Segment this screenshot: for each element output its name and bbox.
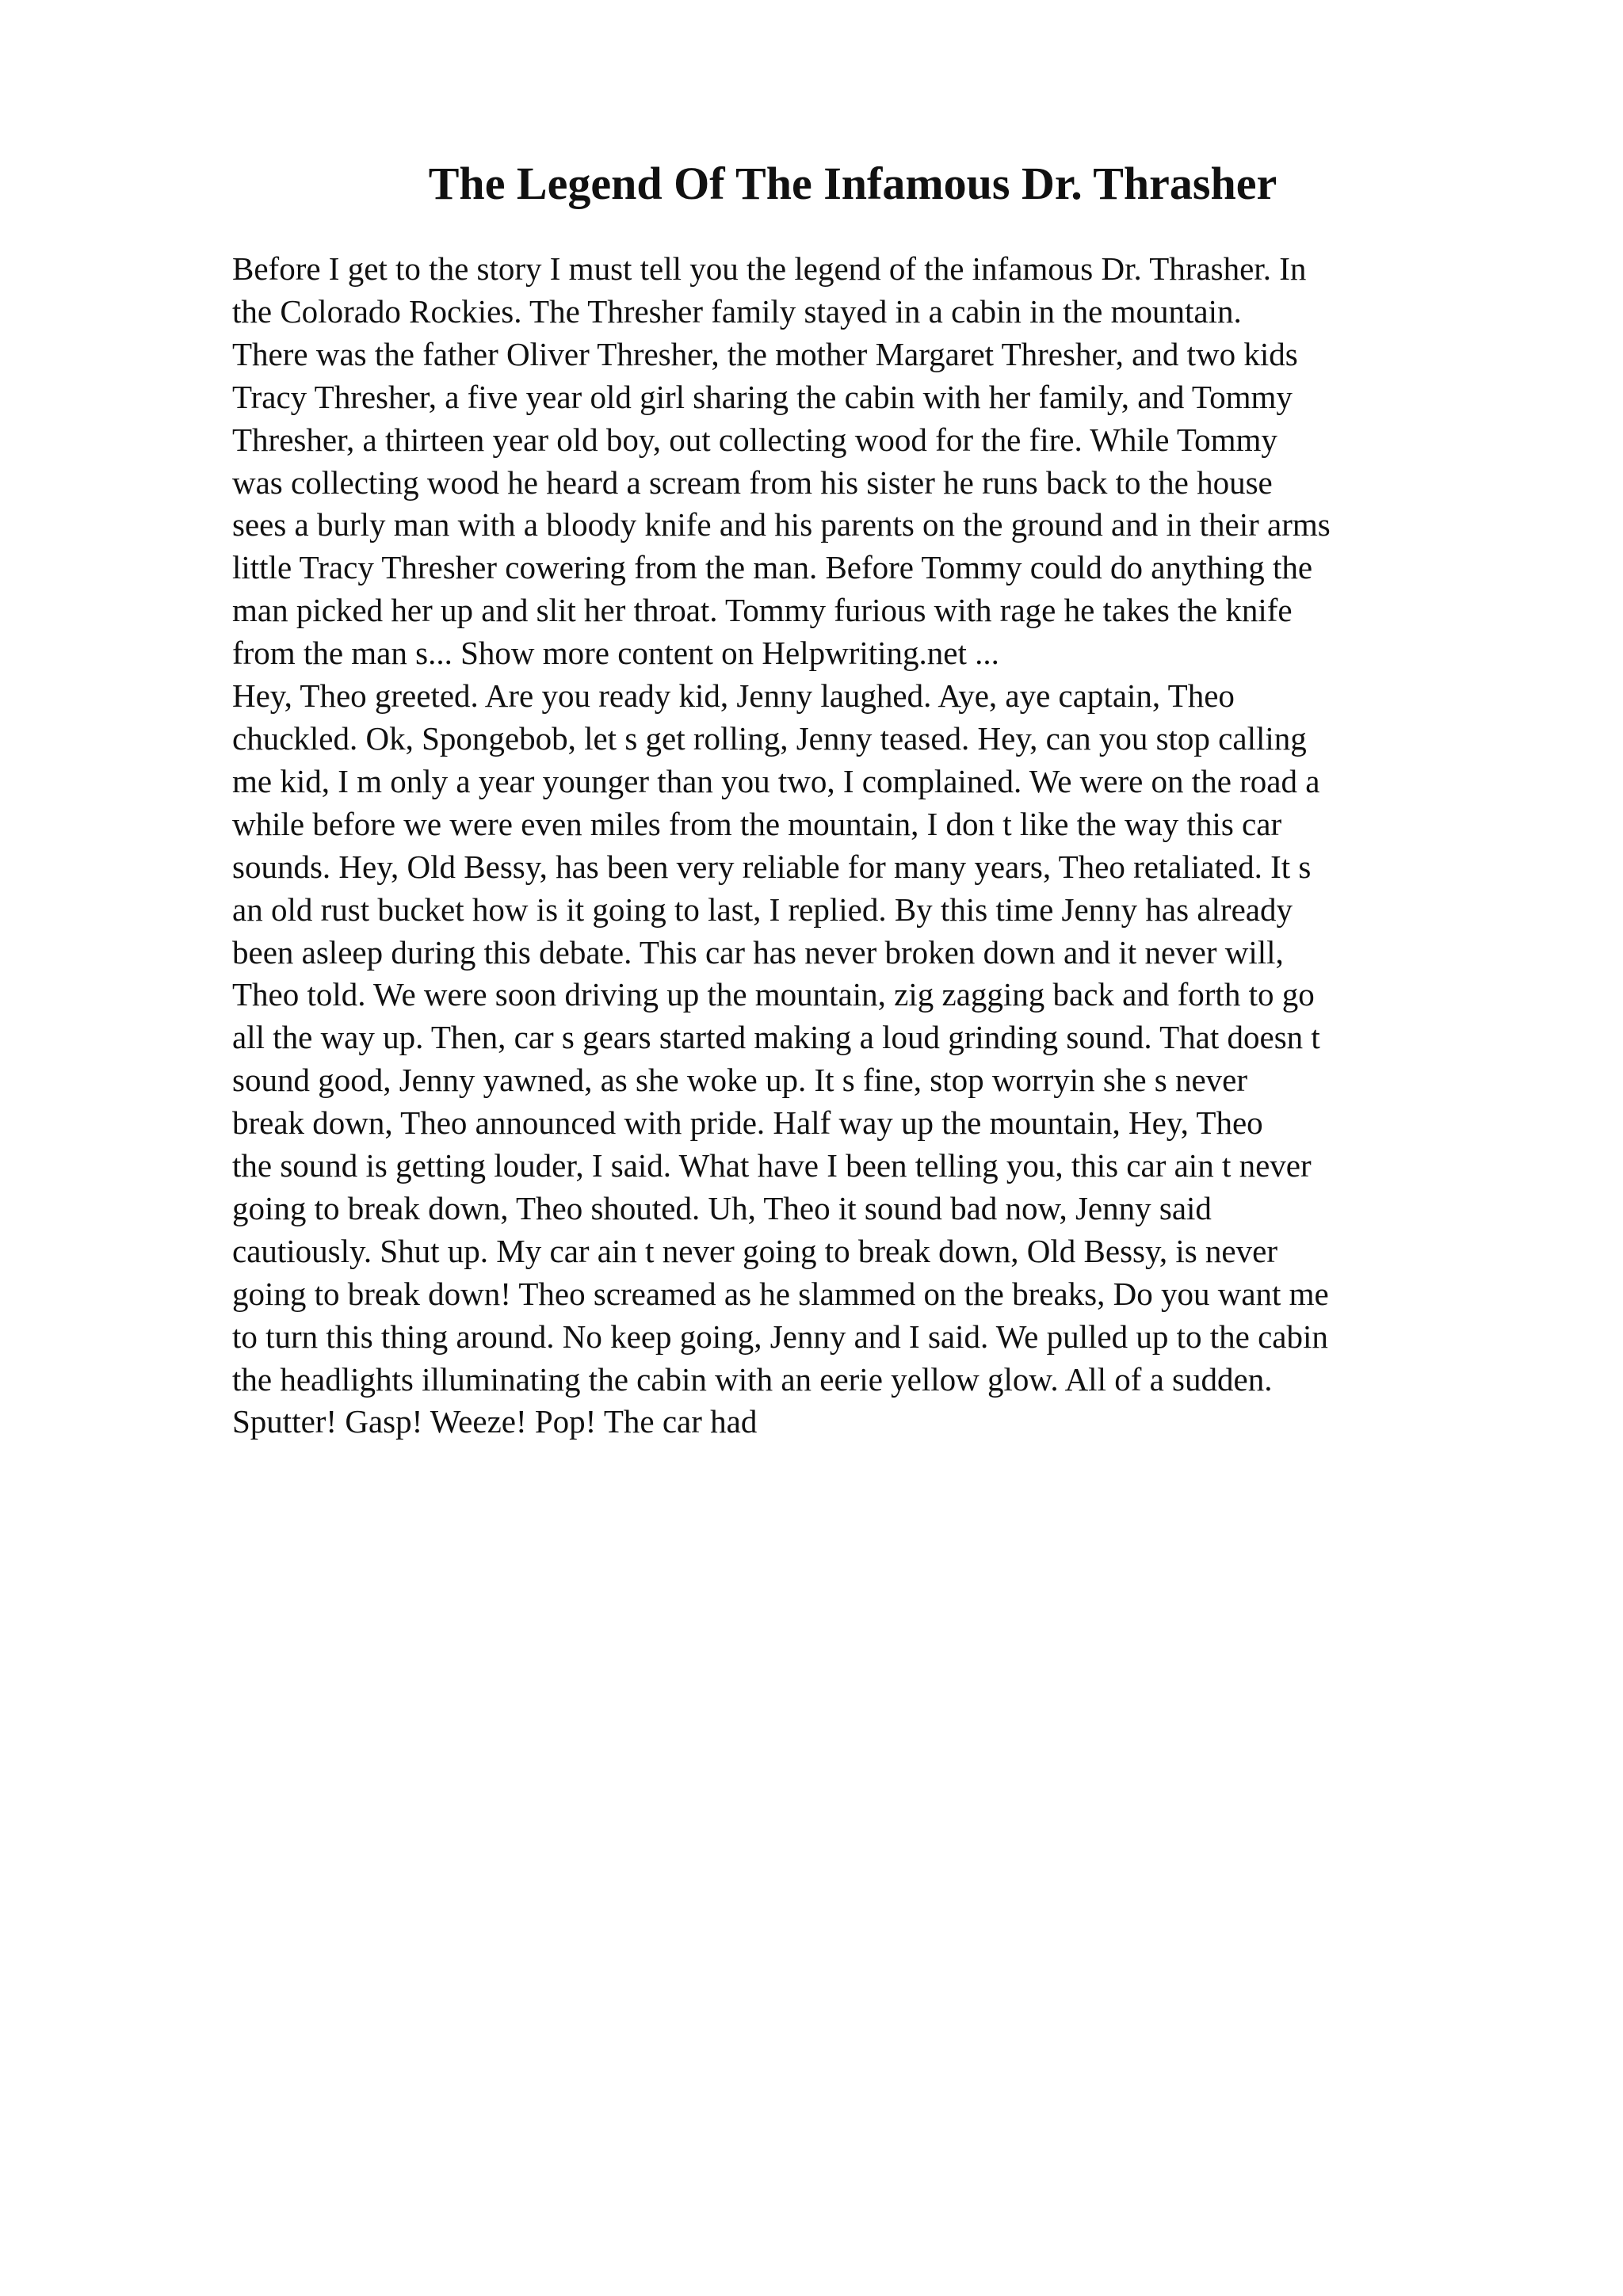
text-line: Sputter! Gasp! Weeze! Pop! The car had <box>232 1403 758 1440</box>
text-line: the sound is getting louder, I said. What have I been telling you, this car ain t never <box>232 1147 1312 1184</box>
document-body <box>232 248 1500 1444</box>
text-line: going to break down! Theo screamed as he slammed on the breaks, Do you want me <box>232 1275 1329 1312</box>
show-more-line: from the man s... Show more content on Helpwriting.net ... <box>232 635 999 672</box>
text-line: the Colorado Rockies. The Thresher family stayed in a cabin in the mountain. <box>232 292 1242 330</box>
text-line: chuckled. Ok, Spongebob, let s get rolling, Jenny teased. Hey, can you stop calling <box>232 719 1307 757</box>
text-line: was collecting wood he heard a scream from his sister he runs back to the house <box>232 463 1273 501</box>
text-line: There was the father Oliver Thresher, the mother Margaret Thresher, and two kids <box>232 335 1298 372</box>
text-line: been asleep during this debate. This car has never broken down and it never will, <box>232 933 1284 971</box>
document-title: The Legend Of The Infamous Dr. Thrasher <box>428 158 1277 209</box>
text-line: little Tracy Thresher cowering from the man. Before Tommy could do anything the <box>232 549 1313 586</box>
text-line: Theo told. We were soon driving up the mountain, zig zagging back and forth to go <box>232 976 1315 1013</box>
text-line: while before we were even miles from the mountain, I don t like the way this car <box>232 805 1282 842</box>
text-line: to turn this thing around. No keep going, Jenny and I said. We pulled up to the cabin <box>232 1318 1328 1355</box>
text-line: sounds. Hey, Old Bessy, has been very reliable for many years, Theo retaliated. It s <box>232 848 1312 885</box>
text-line: break down, Theo announced with pride. Half way up the mountain, Hey, Theo <box>232 1104 1263 1142</box>
text-line: an old rust bucket how is it going to last, I replied. By this time Jenny has already <box>232 891 1293 928</box>
text-line: man picked her up and slit her throat. Tommy furious with rage he takes the knife <box>232 592 1293 629</box>
text-line: Thresher, a thirteen year old boy, out collecting wood for the fire. While Tommy <box>232 421 1277 458</box>
text-line: the headlights illuminating the cabin with an eerie yellow glow. All of a sudden. <box>232 1360 1273 1398</box>
text-line: going to break down, Theo shouted. Uh, Theo it sound bad now, Jenny said <box>232 1189 1212 1226</box>
text-line: all the way up. Then, car s gears started making a loud grinding sound. That doesn t <box>232 1019 1320 1056</box>
text-line: me kid, I m only a year younger than you two, I complained. We were on the road a <box>232 762 1320 799</box>
text-line: cautiously. Shut up. My car ain t never going to break down, Old Bessy, is never <box>232 1232 1277 1269</box>
text-line: sound good, Jenny yawned, as she woke up. It s fine, stop worryin she s never <box>232 1062 1248 1099</box>
text-line: sees a burly man with a bloody knife and his parents on the ground and in their arms <box>232 506 1331 543</box>
text-line: Tracy Thresher, a five year old girl sharing the cabin with her family, and Tommy <box>232 378 1293 415</box>
text-line: Hey, Theo greeted. Are you ready kid, Jenny laughed. Aye, aye captain, Theo <box>232 677 1235 715</box>
text-line: Before I get to the story I must tell you the legend of the infamous Dr. Thrasher. In <box>232 250 1307 287</box>
